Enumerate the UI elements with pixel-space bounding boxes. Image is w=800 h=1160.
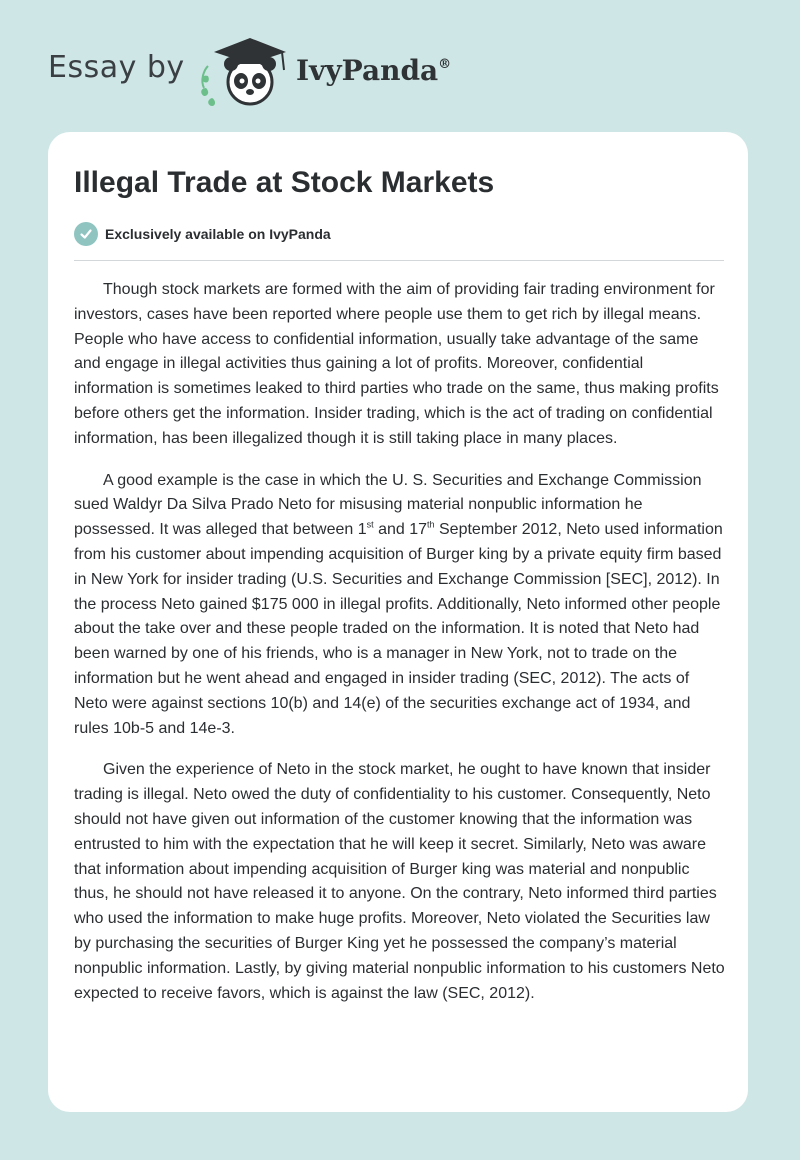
exclusive-badge <box>74 222 331 246</box>
page-title: Illegal Trade at Stock Markets <box>74 166 495 199</box>
essay-card <box>48 132 748 1112</box>
essay-body <box>74 278 726 1023</box>
divider <box>74 260 724 261</box>
essay-by-label: Essay by <box>48 50 185 85</box>
paragraph: Given the experience of Neto in the stock market, he ought to have known that insider trading is illegal. Neto owed the duty of confidentiality to his customer. Consequently, Neto should not have given out information of the customer knowing that the information was entrusted to him with the expectation that he will keep it secret. Similarly, Neto was aware that information about impending acquisition of Burger king was material and nonpublic thus, he should not have released it to anyone. On the contrary, Neto informed third parties who used the information to make huge profits. Moreover, Neto violated the Securities law by purchasing the securities of Burger King yet he possessed the company’s material nonpublic information. Lastly, by giving material nonpublic information to his customers Neto expected to receive favors, which is against the law (SEC, 2012). <box>74 761 725 1002</box>
check-icon <box>74 222 98 246</box>
brand-name[interactable]: IvyPanda® <box>296 54 452 87</box>
paragraph: Though stock markets are formed with the aim of providing fair trading environment for investors, cases have been reported where people use them to get rich by illegal means. People who have access to confidential information, usually take advantage of the same and engage in illegal activities thus gaining a lot of profits. Moreover, confidential information is sometimes leaked to third parties who trade on the same, thus making profits before others get the information. Insider trading, which is the act of trading on confidential information, has been illegalized though it is still taking place in many places. <box>74 281 719 447</box>
panda-graduate-icon[interactable] <box>198 36 290 108</box>
paragraph: A good example is the case in which the U. S. Securities and Exchange Commission sued Waldyr Da Silva Prado Neto for misusing material nonpublic information he possessed. It was alleged that between 1st and 17th September 2012, Neto used information from his customer about impending acquisition of Burger king by a private equity firm based in New York for insider trading (U.S. Securities and Exchange Commission [SEC], 2012). In the process Neto gained $175 000 in illegal profits. Additionally, Neto informed other people about the take over and these people traded on the information. It is noted that Neto had been warned by one of his friends, who is a manager in New York, not to trade on the information but he went ahead and engaged in insider trading (SEC, 2012). The acts of Neto were against sections 10(b) and 14(e) of the securities exchange act of 1934, and rules 10b-5 and 14e-3. <box>74 471 723 737</box>
exclusive-label: Exclusively available on IvyPanda <box>105 226 331 242</box>
site-header <box>48 36 748 108</box>
